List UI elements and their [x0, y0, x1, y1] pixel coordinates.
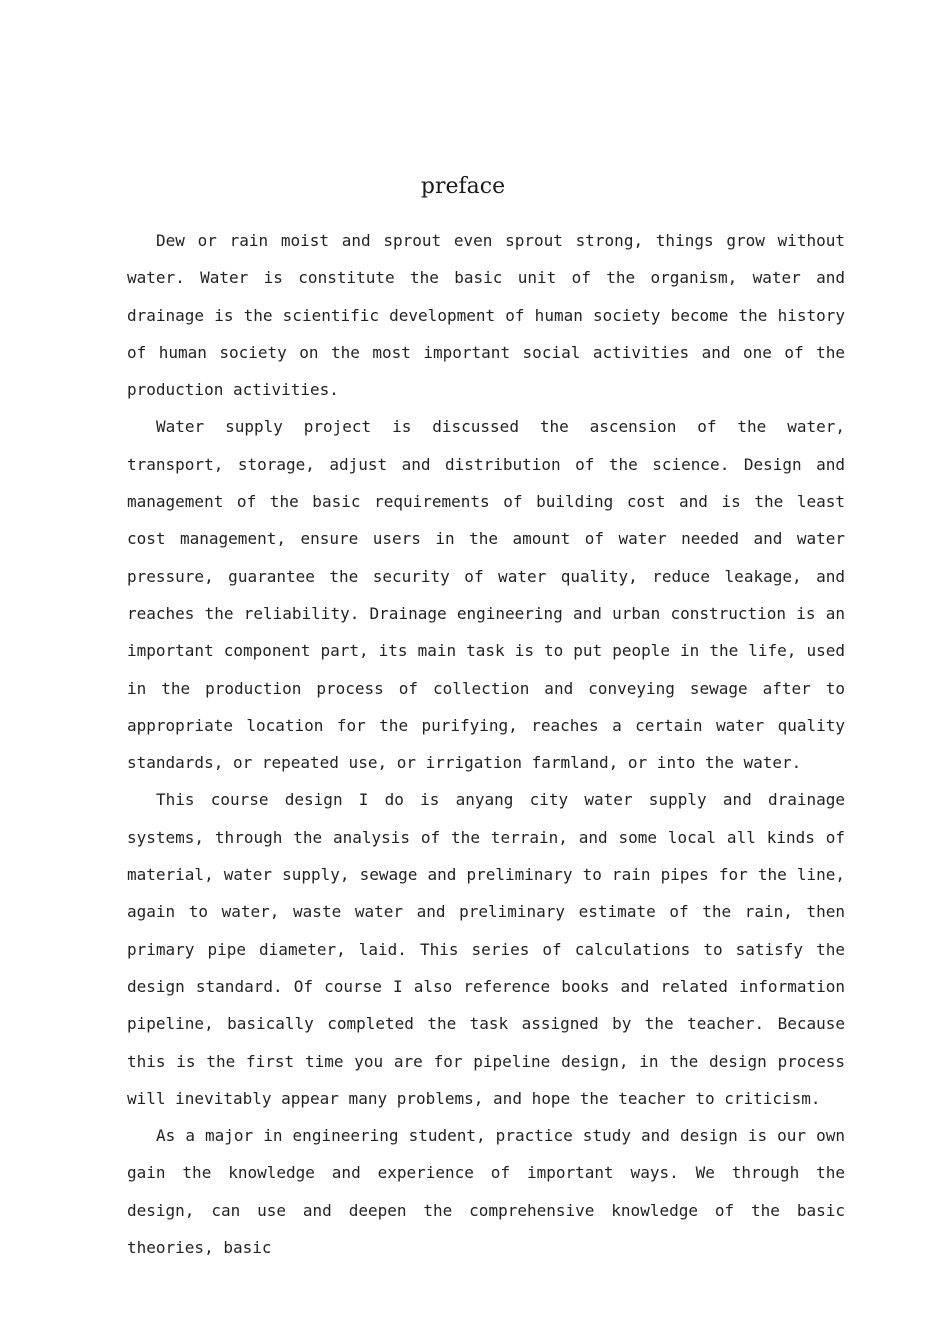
paragraph: This course design I do is anyang city water supply and drainage systems, through the analysis of the terrain, and some local all kinds of material, water supply, sewage and preliminary to rain pipes for the line, again to water, waste water and preliminary estimate of the rain, then primary pipe diameter, laid. This series of calculations to satisfy the design standard. Of course I also reference books and related information pipeline, basically completed the task assigned by the teacher. Because this is the first time you are for pipeline design, in the design process will inevitably appear many problems, and hope the teacher to criticism.: [127, 790, 845, 1108]
paragraph: As a major in engineering student, practice study and design is our own gain the knowledge and experience of important ways. We through the design, can use and deepen the comprehensive knowledge of the basic theories, basic: [127, 1126, 845, 1258]
paragraph: Water supply project is discussed the ascension of the water, transport, storage, adjust and distribution of the science. Design and management of the basic requirements of building cost and is the least cost management, ensure users in the amount of water needed and water pressure, guarantee the security of water quality, reduce leakage, and reaches the reliability. Drainage engineering and urban construction is an important component part, its main task is to put people in the life, used in the production process of collection and conveying sewage after to appropriate location for the purifying, reaches a certain water quality standards, or repeated use, or irrigation farmland, or into the water.: [127, 417, 845, 773]
document-body: [127, 222, 845, 1266]
paragraph: Dew or rain moist and sprout even sprout strong, things grow without water. Water is constitute the basic unit of the organism, water and drainage is the scientific development of human society become the history of human society on the most important social activities and one of the production activities.: [127, 231, 845, 400]
page-title: preface: [420, 174, 506, 199]
